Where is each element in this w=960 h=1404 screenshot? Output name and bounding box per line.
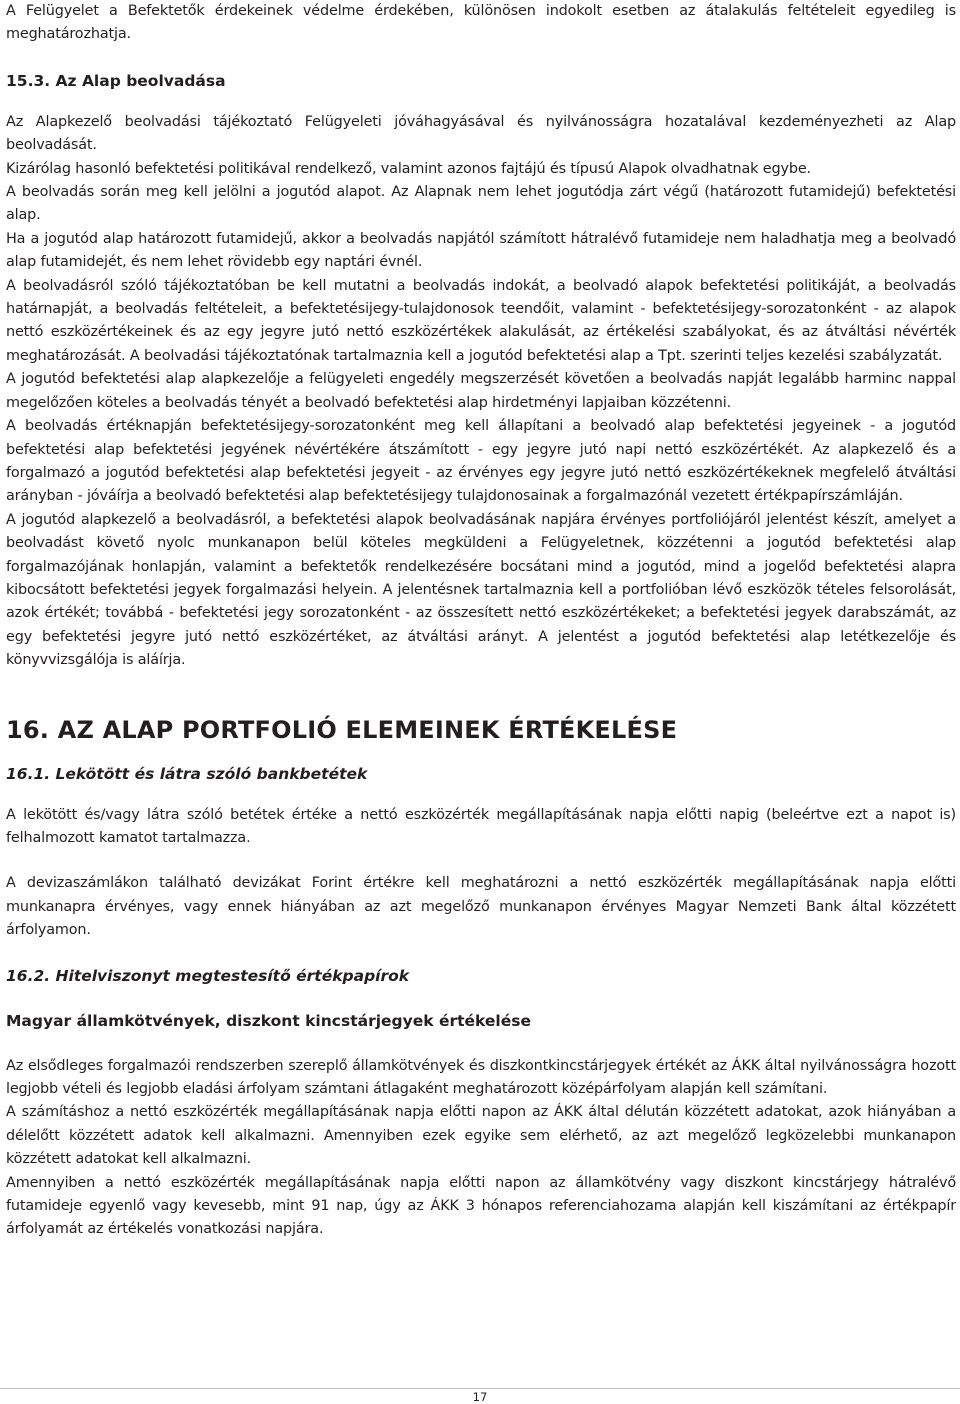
section-16-2-paragraph-3: Amennyiben a nettó eszközérték megállapításának napja előtti napon az államkötvény vagy diszkont kincstárjegy hátralévő futamideje egyenlő vagy kevesebb, mint 91 nap, úgy az ÁKK 3 hónapos referenciahozama alapján kell kiszámítani az értékpapír árfolyamát az értékelés vonatkozási napjára. (6, 1174, 956, 1238)
footer-rule (0, 1388, 960, 1389)
section-15-3-paragraph-7: A beolvadás értéknapján befektetésijegy-sorozatonként meg kell állapítani a beolvadó alap befektetési jegyeinek - a jogutód befektetési alap befektetési jegyének névértékére átszámított - egy jegyre jutó napi nettó eszközértékét. Az alapkezelő és a forgalmazó a jogutód befektetési alap befektetési jegyeit - az érvényes egy jegyre jutó nettó eszközértékeknek megfelelő átváltási arányban - jóváírja a beolvadó befektetési alap befektetésijegy tulajdonosainak a forgalmazónál vezetett értékpapírszámláján. (6, 418, 956, 505)
section-16-2-heading: 16.2. Hitelviszonyt megtestesítő értékpapírok (6, 966, 410, 985)
section-15-3-paragraph-8: A jogutód alapkezelő a beolvadásról, a befektetési alapok beolvadásának napjára érvényes portfoliójáról jelentést készít, amelyet a beolvadást követő nyolc munkanapon belül köteles megküldeni a Felügyeletnek, közzétenni a jogutód befektetési alap forgalmazójának honlapján, valamint a befektetők rendelkezésére bocsátani mind a jogutód, mind a jogelőd befektetési alapra kibocsátott befektetési jegyek forgalmazási helyein. A jelentésnek tartalmaznia kell a portfolióban lévő eszközök tételes felsorolását, azok értékét; továbbá - befektetési jegy sorozatonként - az összesített nettó eszközértékeket; a befektetési jegyek darabszámát, az egy befektetési jegyre jutó nettó eszközértéket, az átváltási arányt. A jelentést a jogutód befektetési alap letétkezelője és könyvvizsgálója is aláírja. (6, 511, 956, 669)
document-page (6, 0, 956, 1242)
intro-paragraph: A Felügyelet a Befektetők érdekeinek védelme érdekében, különösen indokolt esetben az átalakulás feltételeit egyedileg is meghatározhatja. (6, 3, 956, 43)
section-15-3-paragraph-3: A beolvadás során meg kell jelölni a jogutód alapot. Az Alapnak nem lehet jogutódja zárt végű (határozott futamidejű) befektetési alap. (6, 184, 956, 224)
section-16-heading: 16. AZ ALAP PORTFOLIÓ ELEMEINEK ÉRTÉKELÉSE (6, 715, 678, 744)
section-15-3-paragraph-1: Az Alapkezelő beolvadási tájékoztató Felügyeleti jóváhagyásával és nyilvánosságra hozatalával kezdeményezheti az Alap beolvadását. (6, 113, 956, 154)
section-16-1-paragraph-2: A devizaszámlákon található devizákat Forint értékre kell meghatározni a nettó eszközérték megállapításának napja előtti munkanapra érvényes, vagy ennek hiányában az azt megelőző munkanapon érvényes Magyar Nemzeti Bank által közzétett árfolyamon. (6, 875, 956, 939)
section-16-2-paragraph-1: Az elsődleges forgalmazói rendszerben szereplő államkötvények és diszkontkincstárjegyek értékét az ÁKK által nyilvánosságra hozott legjobb vételi és legjobb eladási árfolyam számtani átlagaként meghatározott középárfolyam alapján kell számítani. (6, 1057, 956, 1097)
section-16-1-heading: 16.1. Lekötött és látra szóló bankbetétek (6, 764, 368, 783)
section-15-3-paragraph-5: A beolvadásról szóló tájékoztatóban be kell mutatni a beolvadás indokát, a beolvadó alapok befektetési politikáját, a beolvadás határnapját, a beolvadás feltételeit, a befektetésijegy-tulajdonosok teendőit, valamint - befektetésijegy-sorozatonként - az alapok nettó eszközértékeinek és az egy jegyre jutó nettó eszközértékek alakulását, az értékelési szabályokat, és az átváltási névérték meghatározását. A beolvadási tájékoztatónak tartalmaznia kell a jogutód befektetési alap a Tpt. szerinti teljes kezelési szabályzatát. (6, 277, 956, 364)
page-number: 17 (472, 1390, 488, 1404)
section-16-1-paragraph-1: A lekötött és/vagy látra szóló betétek értéke a nettó eszközérték megállapításának napja előtti napig (beleértve ezt a napot is) felhalmozott kamatot tartalmazza. (6, 806, 956, 846)
section-16-2-paragraph-2: A számításhoz a nettó eszközérték megállapításának napja előtti napon az ÁKK által délután közzétett adatokat, azok hiányában a délelőtt közzétett adatok kell alkalmazni. Amennyiben ezek egyike sem elérhető, az azt megelőző legközelebbi munkanapon közzétett adatokat kell alkalmazni. (6, 1104, 956, 1168)
section-15-3-paragraph-4: Ha a jogutód alap határozott futamidejű, akkor a beolvadás napjától számított hátralévő futamideje nem haladhatja meg a beolvadó alap futamidejét, és nem lehet rövidebb egy naptári évnél. (6, 230, 956, 271)
section-15-3-paragraph-6: A jogutód befektetési alap alapkezelője a felügyeleti engedély megszerzését követően a beolvadás napját legalább harminc nappal megelőzően köteles a beolvadás tényét a beolvadó befektetési alap hirdetményi lapjaiban közzétenni. (6, 371, 956, 411)
section-16-2-subheading: Magyar államkötvények, diszkont kincstárjegyek értékelése (6, 1011, 531, 1030)
section-15-3-paragraph-2: Kizárólag hasonló befektetési politikával rendelkező, valamint azonos fajtájú és típusú Alapok olvadhatnak egybe. (6, 160, 811, 177)
section-15-3-heading: 15.3. Az Alap beolvadása (6, 71, 226, 90)
